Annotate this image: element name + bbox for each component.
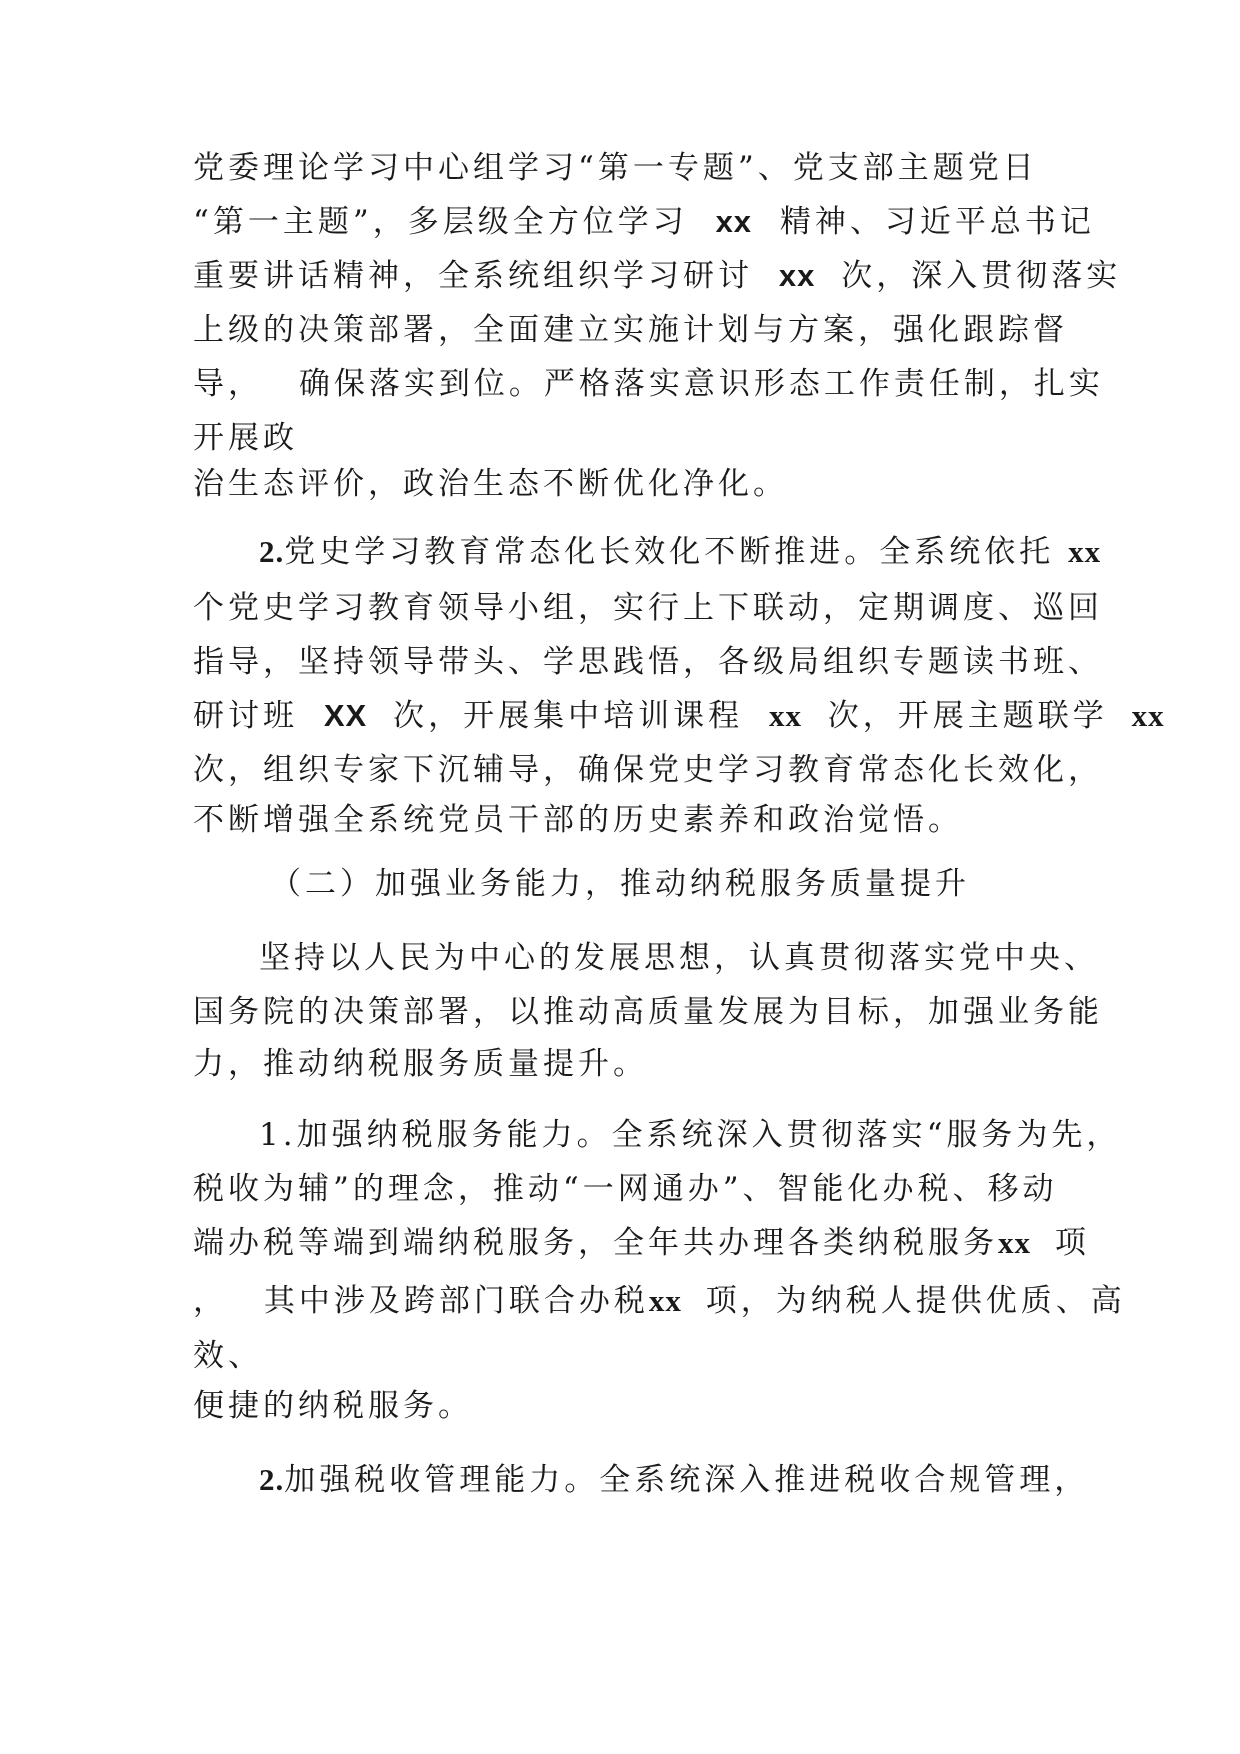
paragraph-line: [193, 1281, 1126, 1321]
text: 项: [1054, 1225, 1090, 1261]
list-number: 1.: [259, 1117, 297, 1153]
paragraph-line: [193, 310, 1068, 350]
paragraph-line: [259, 1115, 1121, 1155]
placeholder-value: xx: [768, 698, 802, 733]
text: 端办税等端到端纳税服务，全年共办理各类纳税服务: [193, 1225, 998, 1261]
paragraph-line: [193, 800, 963, 840]
text: 次，开展集中培训课程: [393, 698, 744, 734]
paragraph-line: [193, 1386, 473, 1426]
paragraph-line: [193, 418, 298, 458]
text: 国务院的决策部署，以推动高质量发展为目标，加强业务能: [193, 994, 1103, 1030]
text: 次，组织专家下沉辅导，确保党史学习教育常态化长效化，: [193, 752, 1103, 788]
paragraph-line: [193, 696, 1165, 736]
paragraph-line: [193, 202, 1095, 242]
text: ，: [193, 1283, 228, 1319]
text: 研讨班: [193, 698, 298, 734]
heading-text: （二）加强业务能力，推动纳税服务质量提升: [270, 866, 970, 902]
placeholder-value: xx: [778, 258, 816, 293]
paragraph-line: [259, 938, 1099, 978]
placeholder-value: xx: [1131, 698, 1165, 733]
paragraph-line: [193, 148, 1038, 188]
text: 加强纳税服务能力。全系统深入贯彻落实“服务为先，: [296, 1117, 1122, 1153]
text: 次，深入贯彻落实: [841, 258, 1122, 294]
paragraph-line: [193, 256, 1121, 296]
text: 个党史学习教育领导小组，实行上下联动，定期调度、巡回: [193, 590, 1103, 626]
paragraph-line: [193, 1169, 1058, 1209]
placeholder-value: xx: [715, 204, 753, 239]
paragraph-line: [193, 464, 788, 504]
paragraph-line: [193, 642, 1103, 682]
paragraph-line: [193, 1336, 263, 1376]
text: 其中涉及跨部门联合办税: [263, 1283, 649, 1319]
text: 党委理论学习中心组学习“第一专题”、党支部主题党日: [193, 150, 1038, 186]
text: 坚持以人民为中心的发展思想，认真贯彻落实党中央、: [259, 940, 1099, 976]
paragraph-line: [193, 1223, 1090, 1263]
paragraph-line: [193, 992, 1103, 1032]
text: 上级的决策部署，全面建立实施计划与方案，强化跟踪督: [193, 312, 1068, 348]
text: 开展政: [193, 420, 298, 456]
text: 次，开展主题联学: [827, 698, 1108, 734]
text: 党史学习教育常态化长效化不断推进。全系统依托: [284, 534, 1055, 570]
text: 导，: [193, 366, 263, 402]
text: 效、: [193, 1338, 263, 1374]
placeholder-value: xx: [1068, 534, 1102, 569]
text: 指导，坚持领导带头、学思践悟，各级局组织专题读书班、: [193, 644, 1103, 680]
text: 税收为辅”的理念，推动“一网通办”、智能化办税、移动: [193, 1171, 1058, 1207]
text: 力，推动纳税服务质量提升。: [193, 1046, 648, 1082]
placeholder-value: xx: [998, 1225, 1031, 1260]
paragraph-line: [193, 364, 1104, 404]
text: 项，为纳税人提供优质、高: [705, 1283, 1126, 1319]
paragraph-line: [259, 1460, 1089, 1500]
placeholder-value: xx: [648, 1283, 682, 1318]
text: 便捷的纳税服务。: [193, 1388, 473, 1424]
paragraph-line: [259, 532, 1101, 572]
text: 加强税收管理能力。全系统深入推进税收合规管理，: [284, 1462, 1090, 1498]
list-number: 2.: [259, 1462, 285, 1497]
section-heading: [270, 864, 970, 904]
paragraph-line: [193, 1044, 648, 1084]
paragraph-line: [193, 588, 1103, 628]
text: 重要讲话精神，全系统组织学习研讨: [193, 258, 753, 294]
text: 不断增强全系统党员干部的历史素养和政治觉悟。: [193, 802, 963, 838]
text: 精神、习近平总书记: [779, 204, 1095, 240]
text: 确保落实到位。严格落实意识形态工作责任制，扎实: [298, 366, 1104, 402]
placeholder-value: XX: [323, 698, 368, 733]
text: “第一主题”，多层级全方位学习: [193, 204, 688, 240]
text: 治生态评价，政治生态不断优化净化。: [193, 466, 788, 502]
list-number: 2.: [259, 534, 285, 569]
paragraph-line: [193, 750, 1103, 790]
